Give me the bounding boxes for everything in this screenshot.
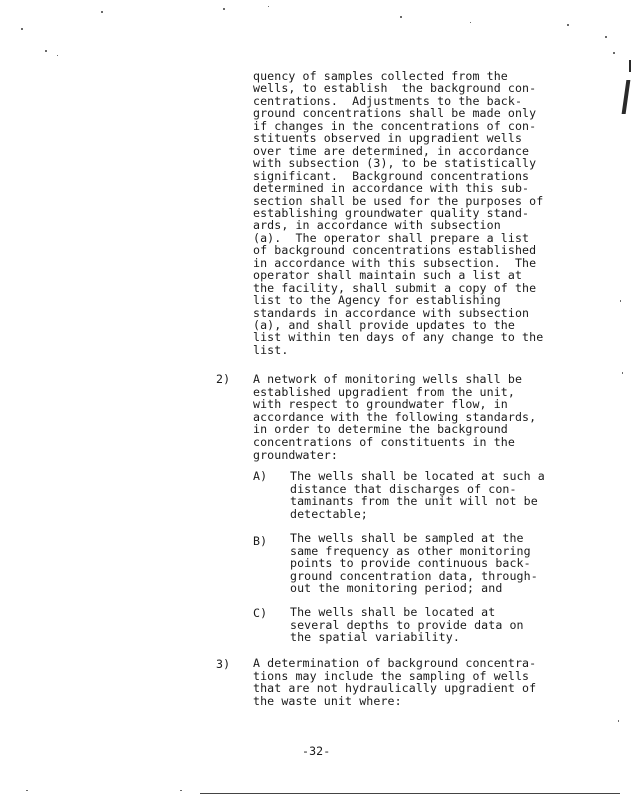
text-line: taminants from the unit will not be — [290, 494, 538, 509]
text-line: same frequency as other monitoring — [290, 543, 531, 558]
text-line: in accordance with this subsection. The — [253, 255, 537, 270]
scan-speck — [45, 50, 47, 52]
text-line: The wells shall be located at — [290, 605, 496, 619]
text-line: ards, in accordance with subsection — [253, 218, 501, 233]
scan-speck — [26, 790, 28, 791]
bottom-scan-edge — [200, 793, 620, 794]
scan-speck — [613, 52, 615, 54]
scan-speck — [180, 790, 182, 791]
item-2-marker: 2) — [216, 372, 231, 386]
text-line: section shall be used for the purposes of — [253, 193, 544, 208]
scan-speck — [101, 11, 103, 13]
text-line: determined in accordance with this sub- — [253, 181, 530, 196]
text-line: list within ten days of any change to the — [253, 330, 544, 345]
text-line: accordance with the following standards, — [253, 409, 537, 424]
text-line: distance that discharges of con- — [290, 481, 517, 496]
text-line: stituents observed in upgradient wells — [253, 131, 523, 146]
text-line: several depths to provide data on — [290, 617, 524, 632]
text-line: (a), and shall provide updates to the — [253, 318, 515, 332]
scan-speck — [620, 300, 621, 302]
item-3-marker: 3) — [216, 657, 231, 671]
text-line: in order to determine the background — [253, 422, 508, 437]
page-number: -32- — [302, 744, 331, 758]
text-line: that are not hydraulically upgradient of — [253, 681, 537, 696]
subitem-a-marker: A) — [253, 469, 268, 483]
text-line: quency of samples collected from the — [253, 69, 508, 83]
text-line: with subsection (3), to be statistically — [253, 156, 537, 171]
text-line: with respect to groundwater flow, in — [253, 397, 508, 412]
text-line: ground concentrations shall be made only — [253, 106, 537, 121]
text-line: wells, to establish the background con- — [253, 81, 537, 96]
text-line: A determination of background concentra- — [253, 656, 537, 670]
scan-speck — [400, 16, 402, 18]
text-line: established upgradient from the unit, — [253, 384, 515, 399]
scan-speck — [470, 22, 471, 23]
text-line: list to the Agency for establishing — [253, 293, 501, 308]
text-line: ground concentration data, through- — [290, 568, 538, 583]
text-line: points to provide continuous back- — [290, 556, 531, 571]
text-line: the spatial variability. — [290, 630, 460, 645]
text-line: The wells shall be sampled at the — [290, 531, 524, 545]
text-line: operator shall maintain such a list at — [253, 268, 523, 283]
text-line: detectable; — [290, 506, 368, 521]
text-line: concentrations of constituents in the — [253, 435, 515, 449]
scan-speck — [57, 55, 58, 56]
text-line: the waste unit where: — [253, 693, 402, 708]
text-line: significant. Background concentrations — [253, 168, 530, 183]
text-line: of background concentrations established — [253, 243, 537, 258]
text-line: The wells shall be located at such a — [290, 469, 545, 483]
binding-edge-mark — [629, 60, 631, 72]
text-line: groundwater: — [253, 447, 338, 462]
text-line: over time are determined, in accordance — [253, 143, 530, 158]
text-line: standards in accordance with subsection — [253, 305, 530, 320]
binding-edge-mark — [622, 80, 631, 114]
subitem-b-marker: B) — [253, 534, 268, 548]
scan-speck — [622, 372, 623, 374]
scan-speck — [21, 28, 23, 30]
text-line: the facility, shall submit a copy of the — [253, 280, 537, 295]
scan-speck — [605, 36, 607, 38]
text-line: A network of monitoring wells shall be — [253, 372, 523, 386]
subitem-c-marker: C) — [253, 606, 268, 620]
text-line: out the monitoring period; and — [290, 581, 503, 596]
text-line: tions may include the sampling of wells — [253, 668, 530, 683]
text-line: establishing groundwater quality stand- — [253, 205, 530, 220]
text-line: (a). The operator shall prepare a list — [253, 230, 530, 245]
text-line: centrations. Adjustments to the back- — [253, 93, 523, 108]
scan-speck — [268, 6, 269, 7]
scan-speck — [223, 8, 225, 10]
scan-speck — [618, 720, 619, 722]
scan-speck — [567, 24, 569, 26]
text-line: list. — [253, 342, 289, 357]
text-line: if changes in the concentrations of con- — [253, 118, 537, 133]
